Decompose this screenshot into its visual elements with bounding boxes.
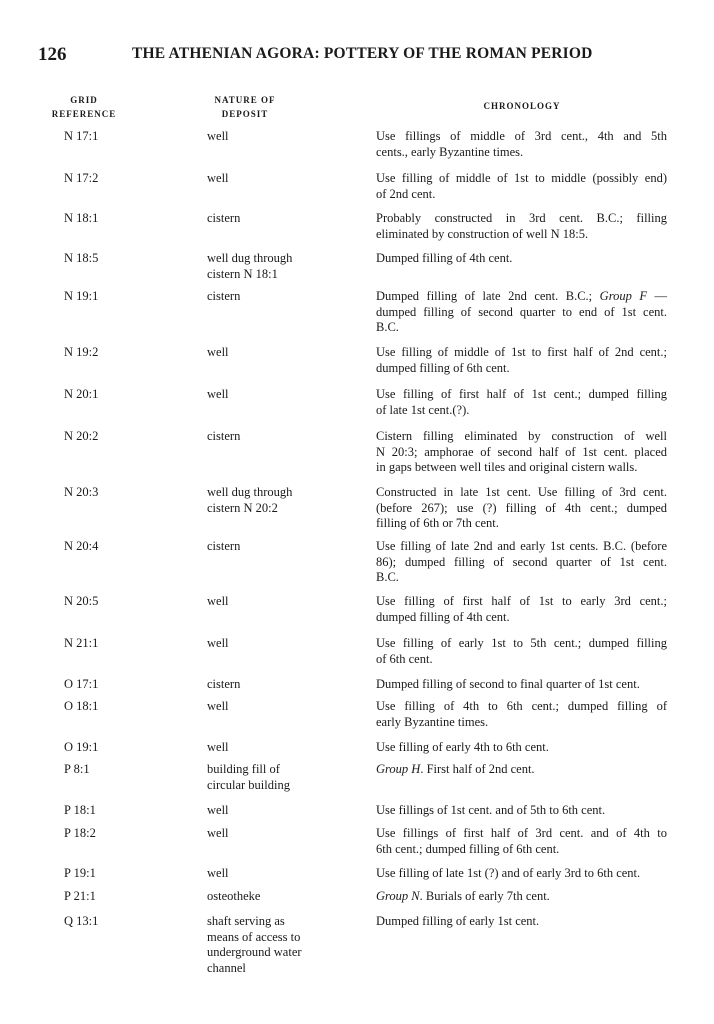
column-header-nature-line2: DEPOSIT	[221, 109, 269, 119]
grid-reference: N 20:2	[64, 429, 99, 443]
chronology-line: Dumped filling of early 1st cent.	[376, 914, 540, 928]
chronology-line: dumped filling of 6th cent.	[376, 360, 510, 375]
grid-reference: N 19:2	[64, 345, 99, 359]
nature-of-deposit	[207, 636, 357, 652]
chronology-line: Use fillings of 1st cent. and of 5th to 6th cent.	[376, 803, 606, 817]
chronology	[376, 594, 667, 625]
grid-reference: O 18:1	[64, 699, 99, 713]
chronology	[376, 762, 667, 778]
nature-line: shaft serving as	[207, 914, 285, 928]
nature-of-deposit	[207, 594, 357, 610]
nature-line: cistern	[207, 539, 241, 553]
chronology-line: in gaps between well tiles and original cistern walls.	[376, 460, 638, 474]
chronology-line: dumped filling of second quarter to end of 1st cent.	[376, 304, 667, 319]
nature-line: channel	[207, 960, 246, 975]
grid-reference: N 20:3	[64, 485, 99, 499]
nature-of-deposit	[207, 699, 357, 715]
chronology-line: Constructed in late 1st cent. Use filling of 3rd cent.	[376, 485, 667, 499]
chronology-line: Dumped filling of late 2nd cent. B.C.; Group F —	[376, 289, 668, 303]
nature-of-deposit	[207, 387, 357, 403]
nature-of-deposit	[207, 429, 357, 445]
nature-line: well	[207, 699, 229, 713]
nature-line: well	[207, 345, 229, 359]
nature-line: well	[207, 740, 229, 754]
nature-of-deposit	[207, 171, 357, 187]
column-header-grid-line2: REFERENCE	[51, 109, 117, 119]
grid-reference: N 20:4	[64, 539, 99, 553]
chronology	[376, 803, 667, 819]
nature-of-deposit	[207, 539, 357, 555]
chronology-line: Use filling of middle of 1st to first half of 2nd cent.;	[376, 345, 667, 359]
group-label: Group H	[376, 762, 421, 776]
nature-of-deposit	[207, 826, 357, 842]
grid-reference: N 17:2	[64, 171, 99, 185]
nature-of-deposit	[207, 762, 357, 793]
grid-reference: N 21:1	[64, 636, 99, 650]
grid-reference: N 18:5	[64, 251, 99, 265]
nature-line: cistern	[207, 429, 241, 443]
nature-of-deposit	[207, 289, 357, 305]
chronology	[376, 171, 667, 202]
nature-of-deposit	[207, 740, 357, 756]
nature-line: means of access to	[207, 929, 301, 944]
grid-reference: Q 13:1	[64, 914, 99, 928]
chronology-line: N 20:3; amphorae of second half of 1st cent. placed	[376, 444, 667, 459]
nature-of-deposit	[207, 345, 357, 361]
chronology-line: of late 1st cent.(?).	[376, 402, 470, 417]
nature-line: cistern	[207, 677, 241, 691]
column-header-nature-line1: NATURE OF	[214, 95, 276, 105]
nature-of-deposit	[207, 803, 357, 819]
grid-reference: N 20:5	[64, 594, 99, 608]
chronology-line: Group N. Burials of early 7th cent.	[376, 889, 550, 903]
nature-line: well	[207, 387, 229, 401]
chronology-line: Use filling of early 1st to 5th cent.; dumped filling	[376, 636, 667, 650]
nature-line: well	[207, 129, 229, 143]
chronology-line: Group H. First half of 2nd cent.	[376, 762, 535, 776]
nature-of-deposit	[207, 889, 357, 905]
chronology-line: dumped filling of 4th cent.	[376, 609, 510, 624]
nature-line: cistern	[207, 211, 241, 225]
nature-of-deposit	[207, 485, 357, 516]
nature-line: underground water	[207, 945, 302, 959]
running-title: THE ATHENIAN AGORA: POTTERY OF THE ROMAN PERIOD	[132, 45, 593, 62]
nature-of-deposit	[207, 914, 357, 976]
chronology-line: Use filling of early 4th to 6th cent.	[376, 740, 549, 754]
grid-reference: N 19:1	[64, 289, 99, 303]
chronology-line: Use filling of 4th to 6th cent.; dumped filling of	[376, 699, 667, 713]
chronology	[376, 866, 667, 882]
nature-of-deposit	[207, 866, 357, 882]
nature-line: well	[207, 594, 229, 608]
group-label: Group N	[376, 889, 420, 903]
nature-line: well	[207, 636, 229, 650]
chronology	[376, 211, 667, 242]
chronology-line: Use filling of middle of 1st to middle (possibly end)	[376, 171, 667, 185]
chronology	[376, 289, 667, 336]
chronology	[376, 914, 667, 930]
grid-reference: N 18:1	[64, 211, 99, 225]
chronology-line: Probably constructed in 3rd cent. B.C.; filling	[376, 211, 667, 225]
grid-reference: N 20:1	[64, 387, 99, 401]
chronology-line: early Byzantine times.	[376, 714, 489, 729]
chronology-line: Cistern filling eliminated by construction of well	[376, 429, 667, 443]
chronology-line: Use filling of first half of 1st to early 3rd cent.;	[376, 594, 667, 608]
nature-line: building fill of	[207, 762, 280, 776]
chronology-line: filling of 6th or 7th cent.	[376, 516, 499, 530]
grid-reference: P 8:1	[64, 762, 90, 776]
chronology	[376, 251, 667, 267]
chronology-line: Use fillings of first half of 3rd cent. and of 4th to	[376, 826, 667, 840]
chronology-line: Use fillings of middle of 3rd cent., 4th and 5th	[376, 129, 667, 143]
chronology	[376, 826, 667, 857]
chronology-line: Use filling of first half of 1st cent.; dumped filling	[376, 387, 667, 401]
chronology-line: B.C.	[376, 570, 399, 584]
chronology-line: Dumped filling of 4th cent.	[376, 251, 513, 265]
chronology	[376, 345, 667, 376]
chronology	[376, 699, 667, 730]
chronology-line: B.C.	[376, 320, 399, 334]
group-label: Group F	[599, 289, 647, 303]
nature-line: cistern N 18:1	[207, 266, 278, 281]
chronology-line: eliminated by construction of well N 18:5.	[376, 226, 589, 241]
chronology-line: of 6th cent.	[376, 651, 433, 666]
grid-reference: P 21:1	[64, 889, 96, 903]
column-header-chronology: CHRONOLOGY	[483, 101, 561, 111]
chronology	[376, 129, 667, 160]
nature-line: well dug through	[207, 251, 293, 265]
nature-line: well	[207, 826, 229, 840]
grid-reference: O 19:1	[64, 740, 99, 754]
chronology-line: Use filling of late 1st (?) and of early 3rd to 6th cent.	[376, 866, 641, 880]
chronology	[376, 387, 667, 418]
grid-reference: O 17:1	[64, 677, 99, 691]
chronology-line: 86); dumped filling of second quarter of 1st cent.	[376, 554, 667, 569]
grid-reference: P 19:1	[64, 866, 96, 880]
nature-of-deposit	[207, 677, 357, 693]
chronology-line: (before 267); use (?) filling of 4th cent.; dumped	[376, 500, 667, 515]
chronology	[376, 485, 667, 532]
chronology	[376, 677, 667, 693]
grid-reference: P 18:2	[64, 826, 96, 840]
grid-reference: P 18:1	[64, 803, 96, 817]
nature-line: well	[207, 171, 229, 185]
chronology	[376, 740, 667, 756]
chronology-line: Use filling of late 2nd and early 1st cents. B.C. (before	[376, 539, 667, 553]
chronology-line: Dumped filling of second to final quarter of 1st cent.	[376, 677, 640, 691]
nature-line: osteotheke	[207, 889, 261, 903]
column-header-grid-line1: GRID	[70, 95, 98, 105]
chronology	[376, 889, 667, 905]
chronology-line: cents., early Byzantine times.	[376, 144, 524, 159]
nature-of-deposit	[207, 129, 357, 145]
nature-of-deposit	[207, 211, 357, 227]
nature-line: well dug through	[207, 485, 293, 499]
chronology	[376, 636, 667, 667]
nature-of-deposit	[207, 251, 357, 282]
chronology-line: 6th cent.; dumped filling of 6th cent.	[376, 841, 560, 856]
chronology	[376, 429, 667, 476]
grid-reference: N 17:1	[64, 129, 99, 143]
nature-line: well	[207, 803, 229, 817]
nature-line: cistern N 20:2	[207, 500, 278, 515]
chronology-line: of 2nd cent.	[376, 186, 436, 201]
nature-line: cistern	[207, 289, 241, 303]
chronology	[376, 539, 667, 586]
nature-line: well	[207, 866, 229, 880]
page-number: 126	[38, 44, 67, 65]
nature-line: circular building	[207, 777, 290, 792]
